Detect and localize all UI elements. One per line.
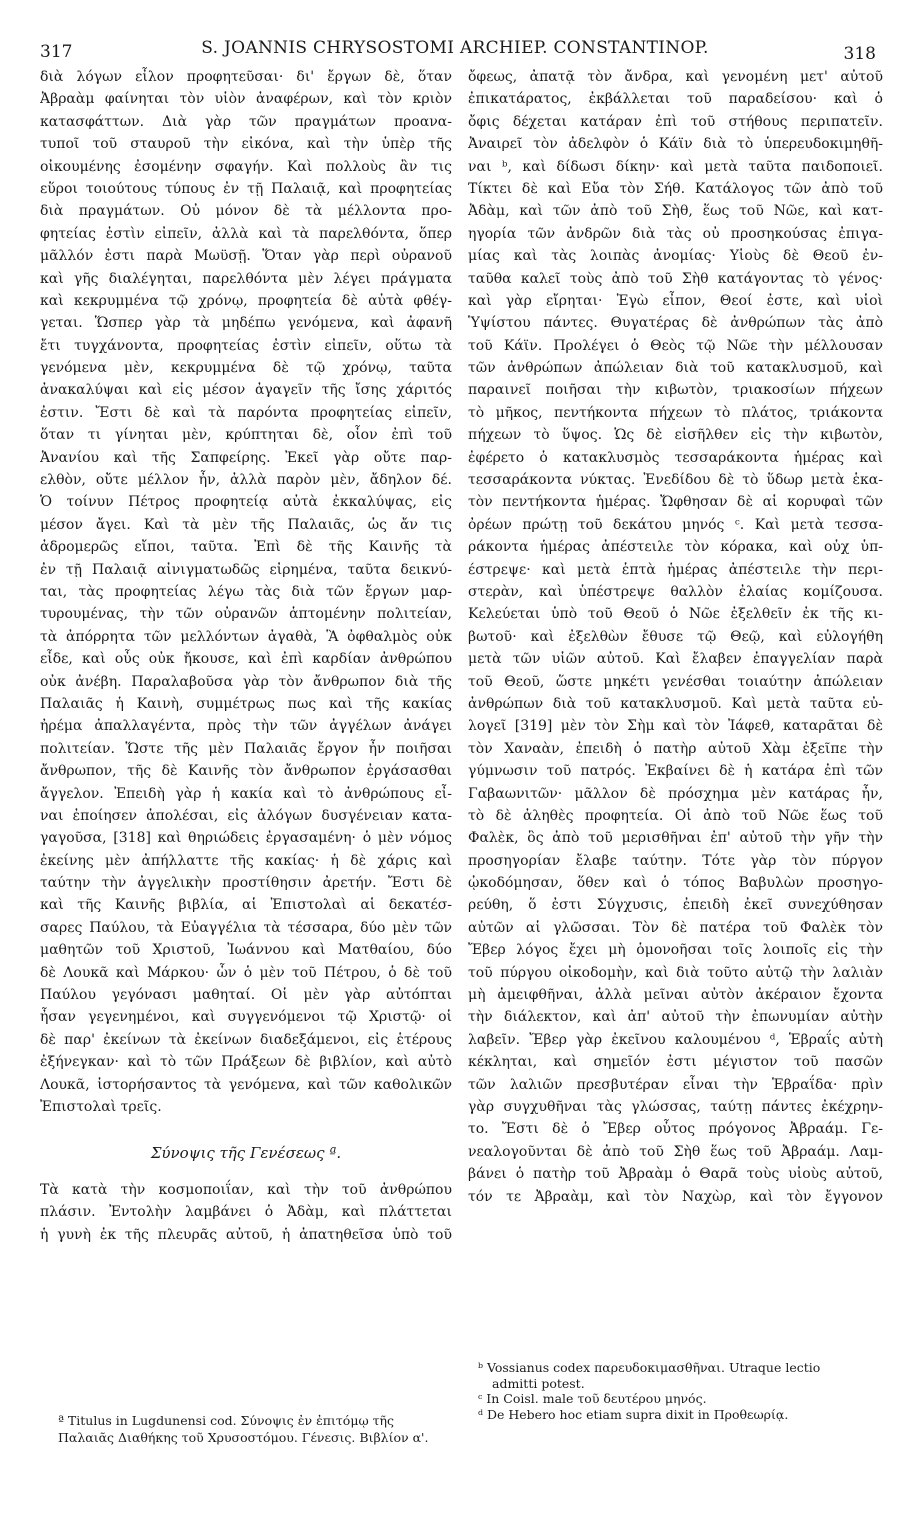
- text-line: Παύλου γεγόνασι μαθηταί. Οἱ μὲν γὰρ αὐτόπται: [40, 987, 452, 1004]
- text-line: Ἐπιστολαὶ τρεῖς.: [40, 1098, 162, 1115]
- footnote-line: Παλαιᾶς Διαθήκης τοῦ Χρυσοστόμου. Γένεσις. Βιβλίον α'.: [58, 1430, 429, 1445]
- left-column: [40, 66, 452, 1246]
- text-line: μίας καὶ τὰς λοιπὰς ἀνομίας· Υἱοὺς δὲ Θεοῦ ἐν-: [468, 248, 883, 265]
- text-line: λαβεῖν. Ἔβερ γὰρ ἐκεῖνου καλουμένου ᵈ, Ἑβραΐς αὐτὴ: [468, 1031, 883, 1048]
- text-line: κατασφάττων. Διὰ γὰρ τῶν πραγμάτων προανα-: [40, 113, 452, 130]
- text-line: τῶν λαλιῶν πρεσβυτέραν εἶναι τὴν Ἑβραΐδα· πρὶν: [468, 1076, 883, 1093]
- text-line: φητείας ἐστὶν εἰπεῖν, ἀλλὰ καὶ τὰ παρελθόντα, ὅπερ: [40, 225, 452, 242]
- text-line: σαρες Παύλου, τὰ Εὐαγγέλια τὰ τέσσαρα, δύο μὲν τῶν: [40, 919, 452, 936]
- page-number-left: 317: [40, 42, 73, 62]
- right-column-body: [468, 66, 883, 1208]
- text-line: καὶ τῆς Καινῆς βιβλία, αἱ Ἐπιστολαὶ αἱ δεκατέσ-: [40, 897, 452, 914]
- text-line: καὶ γὰρ εἴρηται· Ἐγὼ εἶπον, Θεοί ἐστε, καὶ υἱοὶ: [468, 292, 883, 309]
- running-title: S. JOANNIS CHRYSOSTOMI ARCHIEP. CONSTANTINOP.: [201, 38, 709, 58]
- text-line: δὲ Λουκᾶ καὶ Μάρκου· ὧν ὁ μὲν τοῦ Πέτρου, ὁ δὲ τοῦ: [40, 964, 452, 981]
- text-line: τεσσαράκοντα νύκτας. Ἐνεδίδου δὲ τὸ ὕδωρ μετὰ ἑκα-: [468, 472, 883, 489]
- text-line: τοῦ Κάϊν. Προλέγει ὁ Θεὸς τῷ Νῶε τὴν μέλλουσαν: [468, 337, 883, 354]
- text-line: ἐξήνεγκαν· καὶ τὸ τῶν Πράξεων δὲ βιβλίον, καὶ αὐτὸ: [40, 1054, 452, 1071]
- text-line: Ἀβραὰμ φαίνηται τὸν υἱὸν ἀναφέρων, καὶ τὸν κριὸν: [40, 91, 452, 108]
- text-line: ἐστιν. Ἔστι δὲ καὶ τὰ παρόντα προφητείας εἰπεῖν,: [40, 404, 452, 421]
- left-column-synopsis: [40, 1179, 452, 1246]
- text-line: Τίκτει δὲ καὶ Εὔα τὸν Σήθ. Κατάλογος τῶν ἀπὸ τοῦ: [468, 180, 883, 197]
- text-line: τὸ μῆκος, πεντήκοντα πήχεων τὸ πλάτος, τριάκοντα: [468, 404, 883, 421]
- text-line: μέσον ἄγει. Καὶ τὰ μὲν τῆς Παλαιᾶς, ὡς ἄν τις: [40, 516, 452, 533]
- text-line: οὐκ ἀνέβη. Παραλαβοῦσα γὰρ τὸν ἄνθρωπον διὰ τῆς: [40, 673, 452, 690]
- text-line: ἡ γυνὴ ἐκ τῆς πλευρᾶς αὐτοῦ, ἡ ἀπατηθεῖσα ὑπὸ τοῦ: [40, 1226, 452, 1243]
- text-line: τὸν Χαναὰν, ἐπειδὴ ὁ πατὴρ αὐτοῦ Χὰμ ἐξεῖπε τὴν: [468, 740, 883, 757]
- footnotes-right: [478, 1360, 878, 1422]
- footnote-line: ª Titulus in Lugdunensi cod. Σύνοψις ἐν ἐπιτόμῳ τῆς: [58, 1413, 395, 1428]
- text-line: λογεῖ [319] μὲν τὸν Σὴμ καὶ τὸν Ἰάφεθ, καταρᾶται δὲ: [468, 718, 883, 735]
- text-line: μετὰ τῶν υἱῶν αὐτοῦ. Καὶ ἔλαβεν ἐπαγγελίαν παρὰ: [468, 651, 883, 668]
- text-line: ἐν τῇ Παλαιᾷ αἰνιγματωδῶς εἰρημένα, ταῦτα δεικνύ-: [40, 561, 452, 578]
- text-line: ὀρέων πρώτῃ τοῦ δεκάτου μηνός ᶜ. Καὶ μετὰ τεσσα-: [468, 516, 883, 533]
- text-line: Ὑψίστου πάντες. Θυγατέρας δὲ ἀνθρώπων τὰς ἀπὸ: [468, 315, 883, 332]
- text-line: τοῦ Θεοῦ, ὥστε μηκέτι γενέσθαι τοιαύτην ἀπώλειαν: [468, 673, 883, 690]
- text-line: Ἀνανίου καὶ τῆς Σαπφείρης. Ἐκεῖ γὰρ οὔτε παρ-: [40, 449, 452, 466]
- text-line: Παλαιᾶς ἡ Καινὴ, συμμέτρως πως καὶ τῆς κακίας: [40, 695, 452, 712]
- text-line: ηγορία τῶν ἀνδρῶν διὰ τὰς οὐ προσηκούσας ἐπιγα-: [468, 225, 883, 242]
- text-line: ἦσαν γεγενημένοι, καὶ συγγενόμενοι τῷ Χριστῷ· οἱ: [40, 1009, 452, 1026]
- text-line: Ἀδὰμ, καὶ τῶν ἀπὸ τοῦ Σὴθ, ἕως τοῦ Νῶε, καὶ κατ-: [468, 203, 883, 220]
- left-column-body: [40, 66, 452, 1118]
- text-line: ρεύθη, ὅ ἐστι Σύγχυσις, ἐπειδὴ ἐκεῖ συνεχύθησαν: [468, 897, 883, 914]
- text-line: γενόμενα μὲν, κεκρυμμένα δὲ τῷ χρόνῳ, ταῦτα: [40, 360, 452, 377]
- page-number-right: 318: [843, 44, 876, 64]
- text-line: έστρεψε· καὶ μετὰ ἑπτὰ ἡμέρας ἀπέστειλε τὴν περι-: [468, 561, 883, 578]
- text-line: ταῦθα καλεῖ τοὺς ἀπὸ τοῦ Σὴθ κατάγοντας τὸ γένος·: [468, 270, 883, 287]
- text-line: μαθητῶν τοῦ Χριστοῦ, Ἰωάννου καὶ Ματθαίου, δύο: [40, 942, 452, 959]
- text-line: Λουκᾶ, ἱστορήσαντος τὰ γενόμενα, καὶ τῶν καθολικῶν: [40, 1076, 452, 1093]
- text-line: εἶδε, καὶ οὖς οὐκ ἤκουσε, καὶ ἐπὶ καρδίαν ἀνθρώπου: [40, 651, 452, 668]
- text-line: αὐτῶν αἱ γλῶσσαι. Τὸν δὲ πατέρα τοῦ Φαλὲκ τὸν: [468, 919, 883, 936]
- text-line: Ὁ τοίνυν Πέτρος προφητείᾳ αὐτὰ ἐκκαλύψας, εἰς: [40, 494, 452, 511]
- footnote-line: admitti potest.: [492, 1375, 585, 1391]
- text-line: παραινεῖ ποιῆσαι τὴν κιβωτὸν, τριακοσίων πήχεων: [468, 382, 883, 399]
- right-column: [468, 66, 883, 1208]
- text-line: το. Ἔστι δὲ ὁ Ἔβερ οὗτος πρόγονος Ἀβραάμ. Γε-: [468, 1121, 883, 1138]
- text-line: τοῦ πύργου οἰκοδομὴν, καὶ διὰ τοῦτο αὐτῷ τὴν λαλιὰν: [468, 964, 883, 981]
- text-line: ράκοντα ἡμέρας ἀπέστειλε τὸν κόρακα, καὶ οὐχ ὑπ-: [468, 539, 883, 556]
- text-line: Ἀναιρεῖ τὸν ἀδελφὸν ὁ Κάϊν διὰ τὸ ὑπερευδοκιμηθῆ-: [468, 136, 883, 153]
- text-line: γεται. Ὥσπερ γὰρ τὰ μηδέπω γενόμενα, καὶ ἀφανῆ: [40, 315, 452, 332]
- text-line: καὶ γῆς διαλέγηται, παρελθόντα μὲν λέγει πράγματα: [40, 270, 452, 287]
- text-line: τόν τε Ἀβραὰμ, καὶ τὸν Ναχὼρ, καὶ τὸν ἔγγονον: [468, 1188, 883, 1205]
- text-line: καὶ κεκρυμμένα τῷ χρόνῳ, προφητεία δὲ αὐτὰ φθέγ-: [40, 292, 452, 309]
- text-line: τῶν ἀνθρώπων ἀπώλειαν διὰ τοῦ κατακλυσμοῦ, καὶ: [468, 360, 883, 377]
- text-line: ἄγγελον. Ἐπειδὴ γὰρ ἡ κακία καὶ τὸ ἀνθρώπους εἶ-: [40, 785, 452, 802]
- text-line: ἐκείνης μὲν ἀπήλλαττε τῆς κακίας· ἡ δὲ χάρις καὶ: [40, 852, 452, 869]
- text-line: ὄφις δέχεται κατάραν ἐπὶ τοῦ στήθους περιπατεῖν.: [468, 113, 883, 130]
- text-line: Γαβαωνιτῶν· μᾶλλον δὲ πρόσχημα μὲν κατάρας ἦν,: [468, 785, 883, 802]
- text-line: τὴν διάλεκτον, καὶ ἀπ' αὐτοῦ τὴν ἐπωνυμίαν αὐτὴν: [468, 1009, 883, 1026]
- text-line: ᾠκοδόμησαν, ὅθεν καὶ ὁ τόπος Βαβυλὼν προσηγο-: [468, 875, 883, 892]
- running-header: [30, 36, 880, 66]
- text-line: ἀδρομερῶς εἴποι, ταῦτα. Ἐπὶ δὲ τῆς Καινῆς τὰ: [40, 539, 452, 556]
- text-line: τὰ ἀπόρρητα τῶν μελλόντων ἀγαθὰ, Ἃ ὀφθαλμὸς οὐκ: [40, 628, 452, 645]
- text-line: Τὰ κατὰ τὴν κοσμοποιΐαν, καὶ τὴν τοῦ ἀνθρώπου: [40, 1181, 452, 1198]
- text-line: ἠρέμα ἀπαλλαγέντα, πρὸς τὴν τῶν ἀγγέλων ἀνάγει: [40, 718, 452, 735]
- text-line: τυποῖ τοῦ σταυροῦ τὴν εἰκόνα, καὶ τὴν ὑπὲρ τῆς: [40, 136, 452, 153]
- text-line: Ἔβερ λόγος ἔχει μὴ ὁμονοῆσαι τοῖς λοιποῖς εἰς τὴν: [468, 942, 883, 959]
- text-line: διὰ πραγμάτων. Οὐ μόνον δὲ τὰ μέλλοντα προ-: [40, 203, 452, 220]
- text-line: γαγοῦσα, [318] καὶ θηριώδεις ἐργασαμένη· ὁ μὲν νόμος: [40, 830, 452, 847]
- text-line: δὲ παρ' ἐκείνων τὰ ἐκείνων διαδεξάμενοι, εἰς ἑτέρους: [40, 1031, 452, 1048]
- text-line: βωτοῦ· καὶ ἐξελθὼν ἔθυσε τῷ Θεῷ, καὶ εὐλογήθη: [468, 628, 883, 645]
- text-line: ται, τὰς προφητείας λέγω τὰς διὰ τῶν ἔργων μαρ-: [40, 583, 452, 600]
- text-line: ελθὸν, οὔτε μέλλον ἦν, ἀλλὰ παρὸν μὲν, ἄδηλον δέ.: [40, 472, 452, 489]
- footnotes-left: [58, 1412, 450, 1446]
- text-line: πλάσιν. Ἐντολὴν λαμβάνει ὁ Ἀδὰμ, καὶ πλάττεται: [40, 1204, 452, 1221]
- text-line: διὰ λόγων εἶλον προφητεῦσαι· δι' ἔργων δὲ, ὅταν: [40, 69, 452, 85]
- text-line: γὰρ συγχυθῆναι τὰς γλώσσας, ταύτῃ πάντες ἐκέχρην-: [468, 1098, 883, 1115]
- text-line: Κελεύεται ὑπὸ τοῦ Θεοῦ ὁ Νῶε ἐξελθεῖν ἐκ τῆς κι-: [468, 606, 883, 623]
- footnote-line: ᵈ De Hebero hoc etiam supra dixit in Προθεωρίᾳ.: [478, 1406, 789, 1422]
- text-line: ναι ᵇ, καὶ δίδωσι δίκην· καὶ μετὰ ταῦτα παιδοποιεῖ.: [468, 158, 883, 175]
- text-line: πολιτείαν. Ὥστε τῆς μὲν Παλαιᾶς ἔργον ἦν ποιῆσαι: [40, 740, 452, 757]
- section-title: Σύνοψις τῆς Γενέσεως ª.: [150, 1144, 342, 1163]
- text-line: νεαλογοῦνται δὲ ἀπὸ τοῦ Σὴθ ἕως τοῦ Ἀβραάμ. Λαμ-: [468, 1143, 883, 1160]
- text-line: ἀνθρώπων διὰ τοῦ κατακλυσμοῦ. Καὶ μετὰ ταῦτα εὐ-: [468, 695, 883, 712]
- text-line: ἀνακαλύψαι καὶ εἰς μέσον ἀγαγεῖν τῆς ἴσης χάριτός: [40, 382, 452, 399]
- text-line: ἄνθρωπον, τῆς δὲ Καινῆς τὸν ἄνθρωπον ἐργάσασθαι: [40, 763, 452, 780]
- text-line: ἐπικατάρατος, ἐκβάλλεται τοῦ παραδείσου· καὶ ὁ: [468, 91, 883, 108]
- text-line: στερὰν, καὶ ὑπέστρεψε θαλλὸν ἐλαίας κομίζουσα.: [468, 583, 883, 600]
- footnote-line: ᶜ In Coisl. male τοῦ δευτέρου μηνός.: [478, 1391, 707, 1406]
- text-line: εὕροι τοιούτους τύπους ἐν τῇ Παλαιᾷ, καὶ προφητείας: [40, 180, 452, 197]
- text-line: ὄφεως, ἀπατᾷ τὸν ἄνδρα, καὶ γενομένη μετ' αὐτοῦ: [468, 69, 883, 85]
- text-line: ναι ἐποίησεν ἀπολέσαι, εἰς ἀλόγων δυσγένειαν κατα-: [40, 807, 452, 824]
- text-line: ἔτι τυγχάνοντα, προφητείας ἐστὶν εἰπεῖν, οὕτω τὰ: [40, 337, 452, 354]
- text-line: πήχεων τὸ ὕψος. Ὡς δὲ εἰσῆλθεν εἰς τὴν κιβωτὸν,: [468, 427, 883, 444]
- text-line: γύμνωσιν τοῦ πατρός. Ἐκβαίνει δὲ ἡ κατάρα ἐπὶ τῶν: [468, 763, 883, 780]
- text-line: ὅταν τι γίνηται μὲν, κρύπτηται δὲ, οἷον ἐπὶ τοῦ: [40, 427, 452, 444]
- text-line: τὸν πεντήκοντα ἡμέρας. Ὤφθησαν δὲ αἱ κορυφαὶ τῶν: [468, 494, 883, 511]
- text-line: οἰκουμένης ἐσομένην σφαγήν. Καὶ πολλοὺς ἂν τις: [40, 158, 452, 175]
- text-line: τὸ δὲ ἀληθὲς προφητεία. Οἱ ἀπὸ τοῦ Νῶε ἕως τοῦ: [468, 807, 883, 824]
- text-line: προσηγορίαν ἔλαβε ταύτην. Τότε γὰρ τὸν πύργον: [468, 852, 883, 869]
- text-line: ἐφέρετο ὁ κατακλυσμὸς τεσσαράκοντα ἡμέρας καὶ: [468, 449, 883, 466]
- text-line: Φαλὲκ, ὃς ἀπὸ τοῦ μερισθῆναι ἐπ' αὐτοῦ τὴν γῆν τὴν: [468, 830, 883, 847]
- text-line: βάνει ὁ πατὴρ τοῦ Ἀβραὰμ ὁ Θαρᾶ τοὺς υἱοὺς αὐτοῦ,: [468, 1166, 883, 1183]
- footnote-line: ᵇ Vossianus codex παρευδοκιμασθῆναι. Utraque lectio: [478, 1360, 821, 1375]
- text-line: μὴ ἀμειφθῆναι, ἀλλὰ μεῖναι αὐτὸν ἀκέραιον ἔχοντα: [468, 987, 883, 1004]
- text-line: κέκληται, καὶ σημεῖόν ἐστι μέγιστον τοῦ πασῶν: [468, 1054, 883, 1071]
- text-line: μᾶλλόν ἐστι παρὰ Μωϋσῇ. Ὅταν γὰρ περὶ οὐρανοῦ: [40, 248, 452, 265]
- text-line: ταύτην τὴν ἀγγελικὴν προστίθησιν ἀρετήν. Ἔστι δὲ: [40, 875, 452, 892]
- text-line: τυρουμένας, τὴν τῶν οὐρανῶν ἁπτομένην πολιτείαν,: [40, 606, 452, 623]
